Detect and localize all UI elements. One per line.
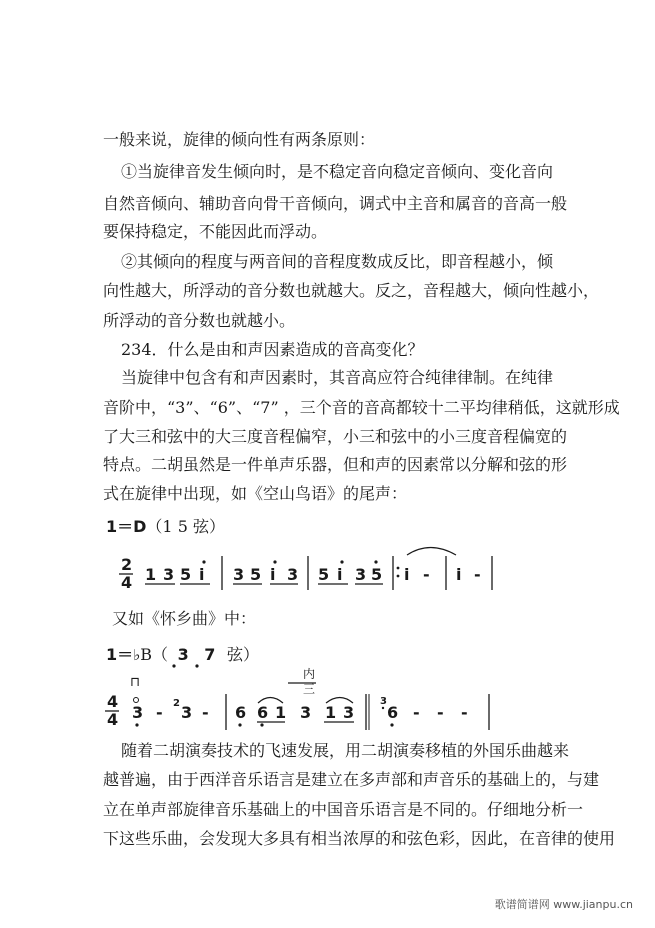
- text-line: ②其倾向的程度与两音间的音程度数成反比，即音程越小，倾: [121, 252, 554, 271]
- text-line: 特点。二胡虽然是一件单声乐器，但和声的因素常以分解和弦的形: [103, 455, 568, 474]
- text-line: 自然音倾向、辅助音向骨干音倾向，调式中主音和属音的音高一般: [103, 194, 568, 213]
- grace-note: 2: [173, 698, 180, 709]
- example1-key: 1＝D（1 5 弦）: [106, 517, 225, 536]
- bow-icon: ⊓: [130, 675, 141, 690]
- text-line: 越普遍，由于西洋音乐语言是建立在多声部和声音乐的基础上的，与建: [103, 770, 600, 789]
- note: -: [437, 703, 444, 722]
- note: 3: [355, 565, 367, 584]
- text-line: 当旋律中包含有和声因素时，其音高应符合纯律律制。在纯律: [121, 368, 554, 387]
- text-line: 立在单声部旋律音乐基础上的中国音乐语言是不同的。仔细地分析一: [103, 800, 584, 819]
- time-sig-top: 2: [121, 555, 133, 574]
- note: 5: [250, 565, 262, 584]
- example2-key: 1＝♭B（ 3 7 弦）: [106, 645, 260, 664]
- note: 6: [235, 703, 247, 722]
- note: i: [404, 565, 410, 584]
- note: 1: [145, 565, 157, 584]
- text-line: 下这些乐曲，会发现大多具有相当浓厚的和弦色彩，因此，在音律的使用: [103, 829, 616, 848]
- note: 3: [343, 703, 355, 722]
- note: 3: [233, 565, 245, 584]
- grace-note: 3: [380, 696, 387, 707]
- annotation: 内: [303, 667, 316, 681]
- note: 3: [181, 703, 193, 722]
- note: 6: [387, 703, 399, 722]
- text-line: ①当旋律音发生倾向时，是不稳定音向稳定音倾向、变化音向: [121, 162, 554, 181]
- watermark: 歌谱简谱网 www.jianpu.cn: [494, 898, 633, 911]
- note: 6: [257, 703, 269, 722]
- note: i: [456, 565, 462, 584]
- text-line: 了大三和弦中的大三度音程偏窄，小三和弦中的小三度音程偏宽的: [103, 427, 568, 446]
- text-line: 音阶中，“3”、“6”、“7” ，三个音的音高都较十二平均律稍低，这就形成: [103, 398, 620, 417]
- note: i: [199, 565, 205, 584]
- note: 3: [132, 703, 144, 722]
- note: 3: [300, 703, 312, 722]
- note: -: [423, 565, 430, 584]
- text-line: 式在旋律中出现，如《空山鸟语》的尾声：: [103, 484, 408, 503]
- note: -: [156, 703, 163, 722]
- note: 1: [325, 703, 337, 722]
- note: -: [413, 703, 420, 722]
- note: 5: [318, 565, 330, 584]
- paragraph-intro: 一般来说，旋律的倾向性有两条原则：: [103, 130, 376, 149]
- note: 1: [275, 703, 287, 722]
- text-line: 要保持稳定，不能因此而浮动。: [103, 222, 328, 241]
- text-line: 所浮动的音分数也就越小。: [103, 311, 296, 330]
- question-heading: 234．什么是由和声因素造成的音高变化？: [121, 340, 424, 359]
- note: i: [337, 565, 343, 584]
- time-sig-bottom: 4: [107, 710, 119, 729]
- time-sig-top: 4: [107, 692, 119, 711]
- note: 3: [287, 565, 299, 584]
- note: -: [202, 703, 209, 722]
- time-sig-bottom: 4: [121, 573, 133, 592]
- note: 5: [180, 565, 192, 584]
- text-line: 随着二胡演奏技术的飞速发展，用二胡演奏移植的外国乐曲越来: [121, 741, 570, 760]
- note: 5: [371, 565, 383, 584]
- text-line: 又如《怀乡曲》中：: [112, 609, 257, 628]
- note: i: [270, 565, 276, 584]
- note: 3: [163, 565, 175, 584]
- text-line: 向性越大，所浮动的音分数也就越大。反之，音程越大，倾向性越小，: [103, 281, 600, 300]
- note: -: [461, 703, 468, 722]
- note: -: [474, 565, 481, 584]
- annotation: 三: [303, 682, 316, 696]
